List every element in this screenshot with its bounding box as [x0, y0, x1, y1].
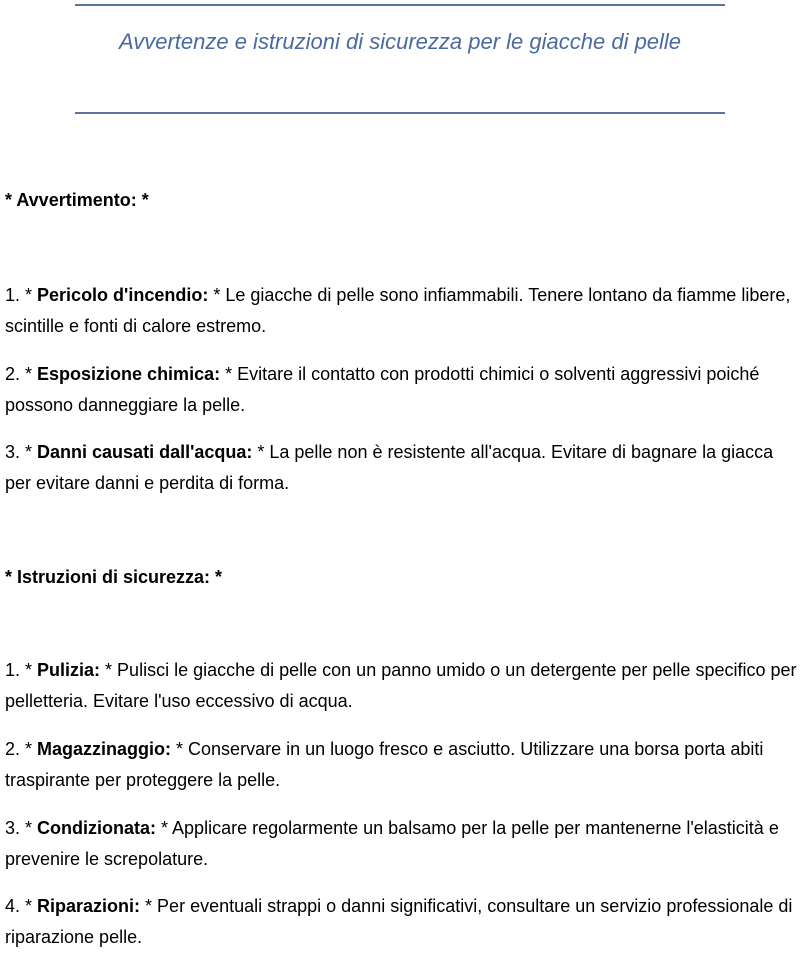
instruction-item-storage: [5, 734, 800, 796]
title-top-rule: [75, 4, 725, 6]
item-text: * La pelle non è resistente all'acqua. Evitare di bagnare la giacca per evitare danni e perdita di forma.: [5, 442, 774, 493]
item-number: 2. *: [5, 364, 38, 384]
warning-item-water: [5, 437, 800, 499]
item-text: * Evitare il contatto con prodotti chimici o solventi aggressivi poiché possono danneggiare la pelle.: [5, 364, 760, 415]
item-text: * Le giacche di pelle sono infiammabili. Tenere lontano da fiamme libere, scintille e fonti di calore estremo.: [5, 285, 791, 336]
instructions-heading: * Istruzioni di sicurezza: *: [5, 567, 223, 587]
title-bottom-rule: [75, 112, 725, 114]
item-number: 3. *: [5, 442, 38, 462]
warnings-heading: * Avvertimento: *: [5, 190, 149, 210]
item-term: Riparazioni:: [37, 896, 141, 916]
warning-item-fire: [5, 280, 800, 342]
item-number: 1. *: [5, 660, 38, 680]
item-term: Pericolo d'incendio:: [37, 285, 209, 305]
item-number: 2. *: [5, 739, 38, 759]
item-text: * Pulisci le giacche di pelle con un panno umido o un detergente per pelle specifico per pelletteria. Evitare l'uso eccessivo di acqua.: [5, 660, 797, 711]
item-number: 3. *: [5, 818, 38, 838]
item-number: 1. *: [5, 285, 38, 305]
item-term: Pulizia:: [37, 660, 101, 680]
item-number: 4. *: [5, 896, 38, 916]
document-title: Avvertenze e istruzioni di sicurezza per le giacche di pelle: [118, 29, 682, 54]
item-term: Condizionata:: [37, 818, 157, 838]
instruction-item-cleaning: [5, 655, 800, 717]
item-text: * Applicare regolarmente un balsamo per la pelle per mantenerne l'elasticità e prevenire le screpolature.: [5, 818, 779, 869]
instruction-item-conditioning: [5, 813, 800, 875]
instruction-item-repairs: [5, 891, 800, 953]
warning-item-chemical: [5, 359, 800, 421]
item-term: Esposizione chimica:: [37, 364, 221, 384]
item-text: * Per eventuali strappi o danni significativi, consultare un servizio professionale di riparazione pelle.: [5, 896, 793, 947]
item-term: Magazzinaggio:: [37, 739, 172, 759]
item-text: * Conservare in un luogo fresco e asciutto. Utilizzare una borsa porta abiti traspirante per proteggere la pelle.: [5, 739, 764, 790]
item-term: Danni causati dall'acqua:: [37, 442, 253, 462]
